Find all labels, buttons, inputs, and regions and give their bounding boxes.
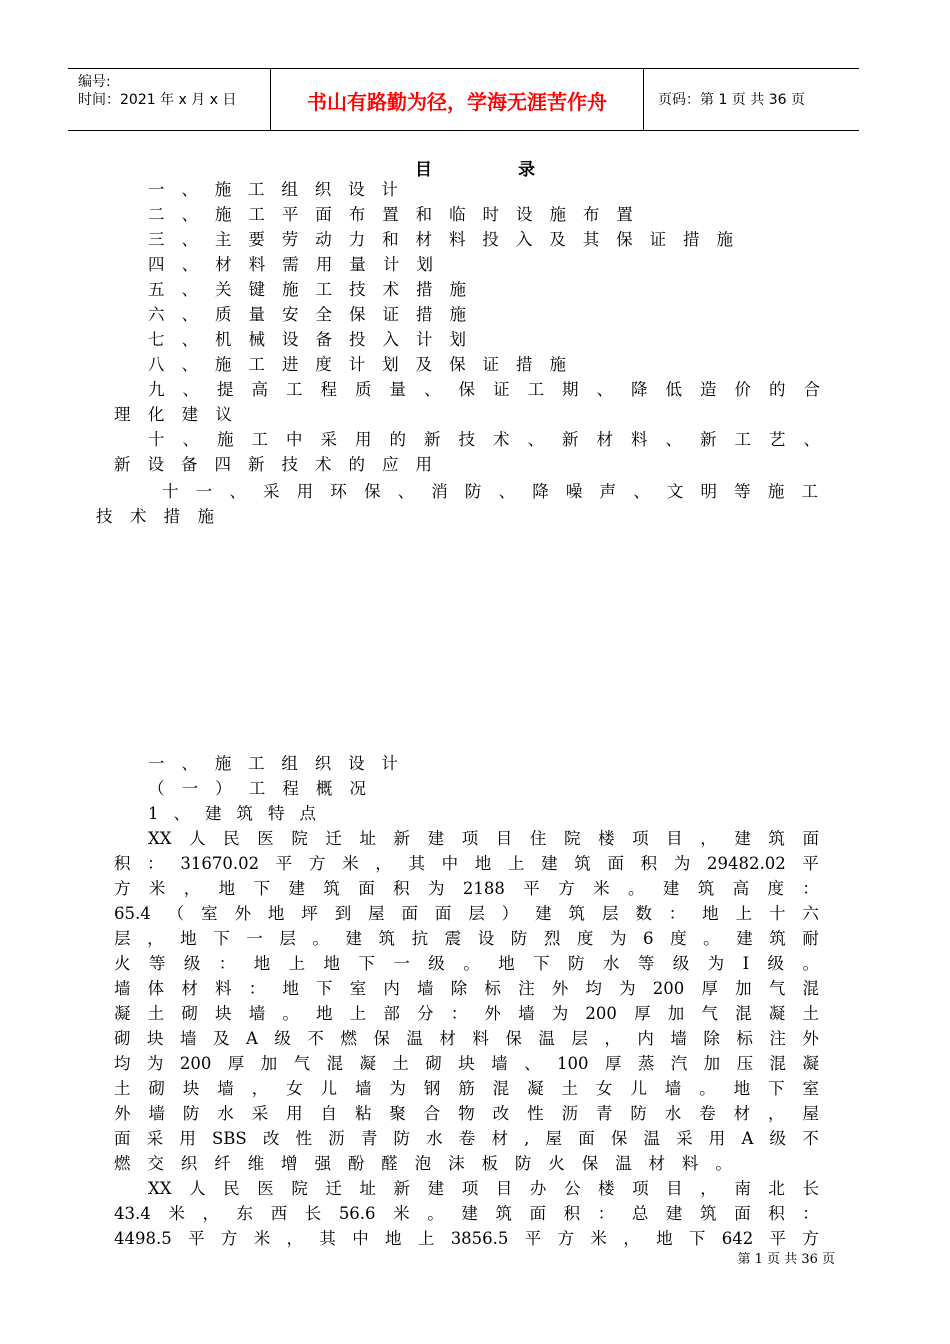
paragraph-line: 面 采 用 SBS 改 性 沥 青 防 水 卷 材 , 屋 面 保 温 采 用 A 级 不 <box>114 1129 819 1148</box>
paragraph-line: 火 等 级 ： 地 上 地 下 一 级 。 地 下 防 水 等 级 为 Ⅰ 级 。 <box>114 954 819 973</box>
paragraph-line: 4498.5 平 方 米 ， 其 中 地 上 3856.5 平 方 米 ， 地 下 642 平 方 <box>114 1229 819 1248</box>
paragraph-line: 积 ： 31670.02 平 方 米 ， 其 中 地 上 建 筑 面 积 为 29482.02 平 <box>114 854 819 873</box>
heading: 1 、 建 筑 特 点 <box>148 804 316 823</box>
header-left-cell <box>68 69 270 130</box>
toc-item: 七 、 机 械 设 备 投 入 计 划 <box>148 330 466 349</box>
subsection-title: （ 一 ） 工 程 概 况 <box>148 779 366 798</box>
toc-item-continued: 技 术 措 施 <box>96 507 214 526</box>
toc-item: 十 、 施 工 中 采 用 的 新 技 术 、 新 材 料 、 新 工 艺 、 <box>148 430 820 449</box>
toc-item: 十 一 、 采 用 环 保 、 消 防 、 降 噪 声 、 文 明 等 施 工 <box>162 482 818 501</box>
paragraph-line: 65.4 （ 室 外 地 坪 到 屋 面 面 层 ） 建 筑 层 数 ： 地 上 十 六 <box>114 904 819 923</box>
paragraph-line: 砌 块 墙 及 A 级 不 燃 保 温 材 料 保 温 层 ， 内 墙 除 标 注 外 <box>114 1029 819 1048</box>
header-right-cell <box>644 69 859 130</box>
section-title: 一 、 施 工 组 织 设 计 <box>148 754 398 773</box>
toc-item-continued: 理 化 建 议 <box>114 405 232 424</box>
toc-item: 四 、 材 料 需 用 量 计 划 <box>148 255 433 274</box>
paragraph-line: 层 ， 地 下 一 层 。 建 筑 抗 震 设 防 烈 度 为 6 度 。 建 筑 耐 <box>114 929 819 948</box>
header-center-cell <box>270 69 644 130</box>
paragraph-line: 土 砌 块 墙 ， 女 儿 墙 为 钢 筋 混 凝 土 女 儿 墙 。 地 下 室 <box>114 1079 819 1098</box>
paragraph-line: 凝 土 砌 块 墙 。 地 上 部 分 ： 外 墙 为 200 厚 加 气 混 凝 土 <box>114 1004 819 1023</box>
footer-page-info: 第 1 页 共 36 页 <box>737 1252 835 1267</box>
header-page-info: 页码：第 1 页 共 36 页 <box>658 92 805 108</box>
paragraph-line: 方 米 ， 地 下 建 筑 面 积 为 2188 平 方 米 。 建 筑 高 度 ： <box>114 879 819 898</box>
paragraph-line: 燃 交 织 纤 维 增 强 酚 醛 泡 沫 板 防 火 保 温 材 料 。 <box>114 1154 732 1173</box>
toc-item: 五 、 关 键 施 工 技 术 措 施 <box>148 280 466 299</box>
paragraph-line: 外 墙 防 水 采 用 自 粘 聚 合 物 改 性 沥 青 防 水 卷 材 ， 屋 <box>114 1104 819 1123</box>
toc-item: 六 、 质 量 安 全 保 证 措 施 <box>148 305 466 324</box>
toc-item: 八 、 施 工 进 度 计 划 及 保 证 措 施 <box>148 355 566 374</box>
document-time-label: 时间：2021 年 x 月 x 日 <box>78 92 237 108</box>
header-motto: 书山有路勤为径，学海无涯苦作舟 <box>307 90 607 114</box>
toc-item-continued: 新 设 备 四 新 技 术 的 应 用 <box>114 455 432 474</box>
paragraph-line: 43.4 米 ， 东 西 长 56.6 米 。 建 筑 面 积 ： 总 建 筑 面 积 ： <box>114 1204 819 1223</box>
toc-item: 三 、 主 要 劳 动 力 和 材 料 投 入 及 其 保 证 措 施 <box>148 230 733 249</box>
paragraph-line: XX 人 民 医 院 迁 址 新 建 项 目 办 公 楼 项 目 ， 南 北 长 <box>148 1179 819 1198</box>
toc-title: 目 录 <box>415 160 575 180</box>
paragraph-line: 墙 体 材 料 ： 地 下 室 内 墙 除 标 注 外 均 为 200 厚 加 气 混 <box>114 979 819 998</box>
document-number-label: 编号: <box>78 74 111 90</box>
toc-item: 九 、 提 高 工 程 质 量 、 保 证 工 期 、 降 低 造 价 的 合 <box>148 380 820 399</box>
toc-item: 二 、 施 工 平 面 布 置 和 临 时 设 施 布 置 <box>148 205 633 224</box>
paragraph-line: 均 为 200 厚 加 气 混 凝 土 砌 块 墙 、 100 厚 蒸 汽 加 压 混 凝 <box>114 1054 819 1073</box>
paragraph-line: XX 人 民 医 院 迁 址 新 建 项 目 住 院 楼 项 目 ， 建 筑 面 <box>148 829 819 848</box>
toc-item: 一 、 施 工 组 织 设 计 <box>148 180 398 199</box>
page-header <box>68 68 859 131</box>
